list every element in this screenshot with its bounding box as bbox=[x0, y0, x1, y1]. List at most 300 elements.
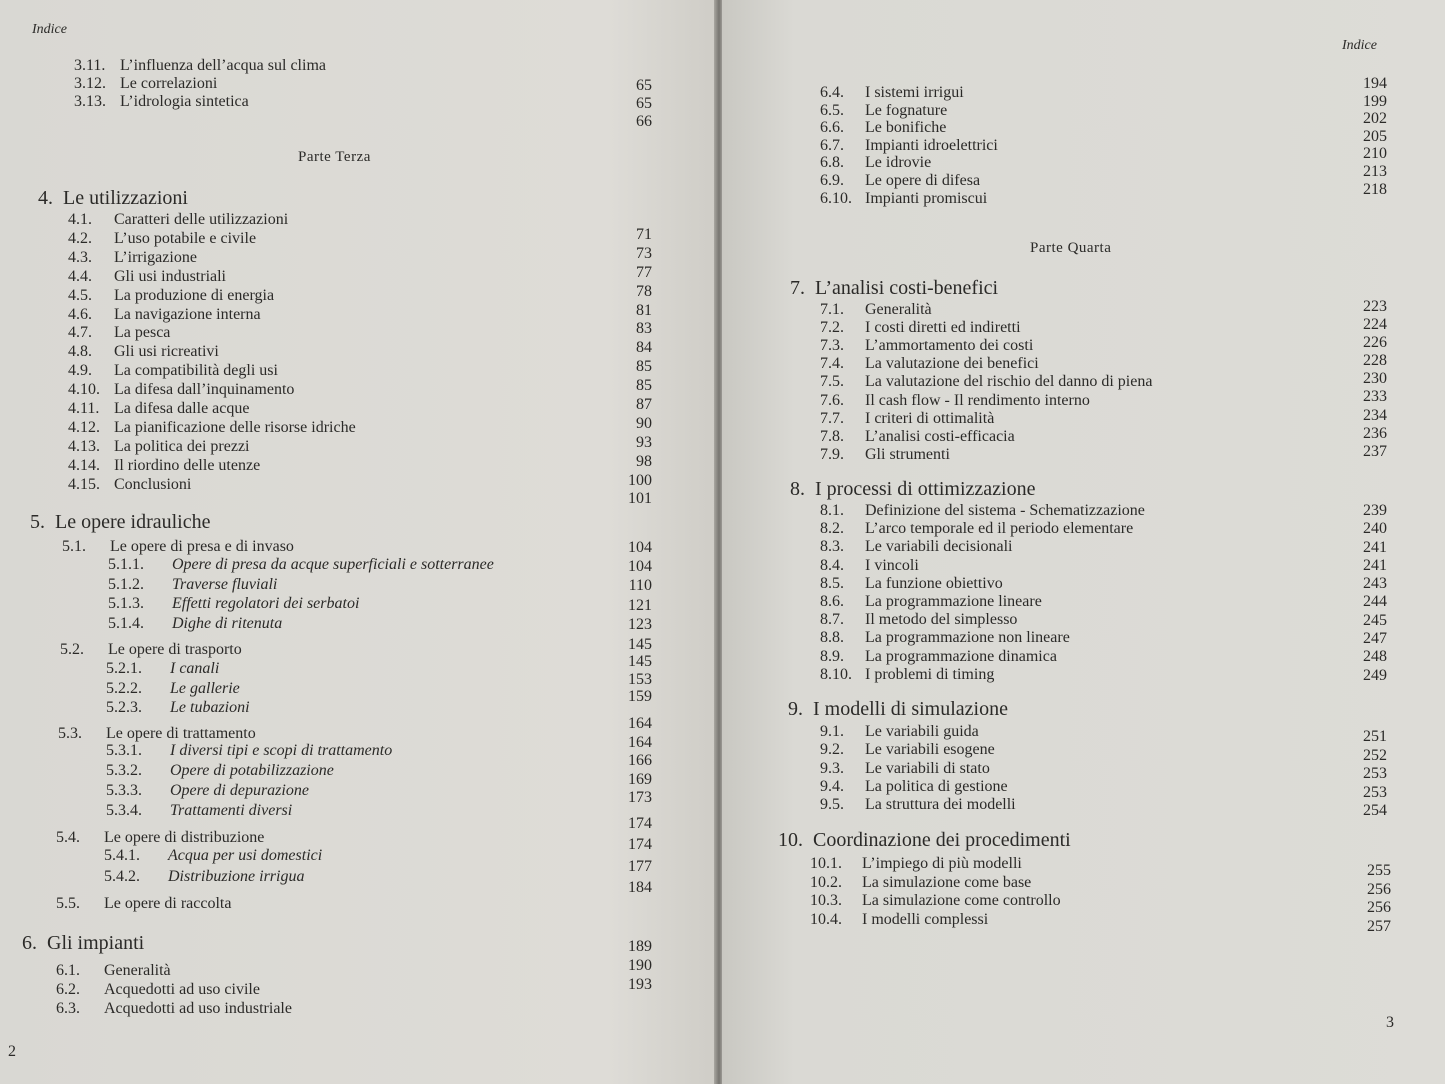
chapter-5-heading bbox=[30, 511, 210, 533]
entry-number: 10.2. bbox=[810, 873, 842, 891]
entry-number: 5.1.4. bbox=[108, 614, 144, 632]
page-number-column bbox=[1363, 75, 1387, 198]
entry-label: Il metodo del simplesso bbox=[865, 611, 1018, 629]
entry-label: Le bonifiche bbox=[865, 119, 947, 137]
toc-entry bbox=[820, 778, 1008, 796]
toc-entry bbox=[810, 911, 988, 929]
page-ref: 145 bbox=[628, 653, 652, 671]
entry-label: Le idrovie bbox=[865, 154, 932, 172]
toc-entry bbox=[56, 962, 171, 980]
page-ref: 166 bbox=[628, 752, 652, 770]
toc-entry bbox=[68, 381, 294, 399]
entry-number: 4.1. bbox=[68, 211, 92, 228]
entry-number: 4.13. bbox=[68, 437, 100, 455]
entry-label: Generalità bbox=[865, 301, 932, 318]
entry-label: Le tubazioni bbox=[170, 699, 250, 716]
toc-entry bbox=[68, 476, 191, 494]
entry-label: Definizione del sistema - Schematizzazione bbox=[865, 502, 1145, 519]
chapter-number: 10. bbox=[778, 829, 803, 851]
entry-label: La simulazione come controllo bbox=[862, 892, 1061, 909]
entry-label: Il riordino delle utenze bbox=[114, 456, 261, 474]
toc-entry bbox=[68, 438, 249, 456]
entry-number: 4.9. bbox=[68, 362, 92, 380]
entry-label: Traverse fluviali bbox=[172, 575, 278, 593]
entry-label: L’uso potabile e civile bbox=[114, 229, 257, 247]
entry-number: 8.7. bbox=[820, 611, 844, 629]
toc-entry bbox=[820, 611, 1017, 629]
toc-entry bbox=[60, 641, 242, 659]
page-ref: 164 bbox=[628, 715, 652, 732]
page-ref: 233 bbox=[1363, 388, 1387, 406]
page-ref: 101 bbox=[628, 490, 652, 508]
page-ref: 199 bbox=[1363, 92, 1387, 110]
page-ref: 159 bbox=[628, 688, 652, 706]
toc-entry bbox=[820, 593, 1042, 611]
entry-label: Le opere di trasporto bbox=[108, 641, 242, 658]
part-heading: Parte Quarta bbox=[1030, 240, 1112, 256]
page-ref: 153 bbox=[628, 670, 652, 688]
page-ref: 234 bbox=[1363, 406, 1387, 424]
page-ref: 87 bbox=[636, 396, 652, 414]
entry-number: 6.1. bbox=[56, 962, 80, 979]
entry-number: 7.5. bbox=[820, 373, 844, 391]
page-ref: 77 bbox=[636, 263, 652, 281]
toc-entry bbox=[820, 337, 1033, 355]
chapter-10-heading bbox=[778, 829, 1071, 851]
page-number-column bbox=[1367, 862, 1391, 936]
toc-entry bbox=[62, 538, 294, 556]
entry-number: 4.2. bbox=[68, 229, 92, 247]
toc-entry bbox=[104, 847, 322, 865]
entry-number: 8.9. bbox=[820, 647, 844, 665]
page-ref: 169 bbox=[628, 770, 652, 788]
toc-entry bbox=[820, 190, 987, 208]
page-ref: 247 bbox=[1363, 630, 1387, 648]
entry-label: La programmazione dinamica bbox=[865, 647, 1057, 665]
toc-entry bbox=[68, 343, 219, 361]
toc-entry bbox=[820, 102, 947, 120]
entry-number: 4.14. bbox=[68, 456, 100, 474]
entry-label: La compatibilità degli usi bbox=[114, 362, 278, 380]
entry-label: Le variabili esogene bbox=[865, 741, 995, 759]
entry-number: 8.5. bbox=[820, 574, 844, 592]
page-ref: 100 bbox=[628, 471, 652, 489]
chapter-title: Le utilizzazioni bbox=[63, 187, 188, 209]
toc-entry bbox=[68, 324, 170, 342]
page-ref: 223 bbox=[1363, 298, 1387, 315]
entry-label: Dighe di ritenuta bbox=[172, 614, 283, 632]
page-ref: 239 bbox=[1363, 502, 1387, 519]
entry-label: L’impiego di più modelli bbox=[862, 855, 1022, 872]
entry-label: L’influenza dell’acqua sul clima bbox=[120, 57, 326, 74]
toc-entry bbox=[820, 648, 1057, 666]
chapter-number: 5. bbox=[30, 511, 45, 533]
entry-number: 4.6. bbox=[68, 305, 92, 323]
toc-entry bbox=[56, 1000, 292, 1018]
page-ref: 174 bbox=[628, 815, 652, 832]
page-ref: 84 bbox=[636, 339, 652, 357]
entry-number: 6.5. bbox=[820, 101, 844, 119]
entry-label: La funzione obiettivo bbox=[865, 574, 1003, 592]
entry-label: Le variabili decisionali bbox=[865, 538, 1013, 556]
page-ref: 254 bbox=[1363, 802, 1387, 820]
entry-number: 5.4.2. bbox=[104, 867, 140, 885]
chapter-number: 7. bbox=[790, 277, 805, 299]
toc-entry bbox=[106, 802, 292, 820]
entry-number: 5.4.1. bbox=[104, 847, 140, 864]
entry-number: 5.4. bbox=[56, 829, 80, 846]
entry-label: Le correlazioni bbox=[120, 75, 218, 92]
page-ref: 81 bbox=[636, 301, 652, 319]
page-ref: 193 bbox=[628, 976, 652, 993]
page-ref: 244 bbox=[1363, 593, 1387, 611]
entry-number: 4.4. bbox=[68, 267, 92, 285]
page-ref: 173 bbox=[628, 789, 652, 807]
page-ref: 174 bbox=[628, 836, 652, 854]
entry-number: 10.3. bbox=[810, 892, 842, 909]
entry-number: 6.7. bbox=[820, 136, 844, 154]
toc-entry bbox=[68, 400, 249, 418]
toc-entry bbox=[820, 502, 1145, 520]
page-ref: 210 bbox=[1363, 145, 1387, 163]
chapter-title: Le opere idrauliche bbox=[55, 511, 211, 533]
chapter-title: Coordinazione dei procedimenti bbox=[813, 829, 1071, 851]
toc-entry bbox=[820, 666, 994, 684]
toc-entry bbox=[810, 892, 1061, 910]
entry-number: 6.2. bbox=[56, 981, 80, 998]
entry-number: 5.1.1. bbox=[108, 556, 144, 573]
entry-label: Conclusioni bbox=[114, 475, 192, 493]
entry-label: Le fognature bbox=[865, 101, 948, 119]
page-ref: 189 bbox=[628, 938, 652, 955]
entry-label: La difesa dall’inquinamento bbox=[114, 381, 295, 399]
page-number-column bbox=[628, 715, 652, 808]
entry-label: La difesa dalle acque bbox=[114, 400, 250, 417]
page-ref: 164 bbox=[628, 733, 652, 751]
page-ref: 110 bbox=[628, 577, 652, 595]
entry-label: La struttura dei modelli bbox=[865, 796, 1016, 814]
entry-number: 8.3. bbox=[820, 538, 844, 556]
entry-number: 8.1. bbox=[820, 502, 844, 519]
toc-entry bbox=[820, 446, 950, 464]
entry-label: Effetti regolatori dei serbatoi bbox=[172, 595, 360, 612]
page-ref: 202 bbox=[1363, 110, 1387, 128]
page-ref: 71 bbox=[636, 226, 652, 243]
page-ref: 65 bbox=[636, 77, 652, 94]
toc-entry bbox=[820, 154, 931, 172]
chapter-number: 4. bbox=[38, 187, 53, 209]
page-ref: 98 bbox=[636, 452, 652, 470]
toc-entry bbox=[106, 680, 240, 698]
entry-label: Opere di depurazione bbox=[170, 782, 309, 799]
page-ref: 256 bbox=[1367, 880, 1391, 898]
entry-number: 5.2.3. bbox=[106, 699, 142, 716]
page-number-column bbox=[628, 938, 652, 995]
entry-label: Le variabili di stato bbox=[865, 759, 990, 777]
entry-number: 4.11. bbox=[68, 400, 100, 417]
running-header: Indice bbox=[32, 22, 67, 37]
entry-label: I sistemi irrigui bbox=[865, 84, 964, 101]
toc-entry bbox=[74, 57, 326, 75]
page-ref: 177 bbox=[628, 857, 652, 875]
chapter-title: I processi di ottimizzazione bbox=[815, 478, 1036, 500]
entry-number: 6.10. bbox=[820, 189, 852, 207]
toc-entry bbox=[820, 410, 994, 428]
toc-entry bbox=[820, 373, 1152, 391]
page-number: 2 bbox=[8, 1043, 16, 1060]
entry-number: 4.3. bbox=[68, 248, 92, 266]
page-ref: 251 bbox=[1363, 728, 1387, 745]
entry-number: 8.8. bbox=[820, 629, 844, 647]
entry-label: L’idrologia sintetica bbox=[120, 93, 249, 110]
chapter-6-heading bbox=[22, 932, 144, 954]
page-number-column bbox=[628, 539, 652, 635]
page-ref: 236 bbox=[1363, 424, 1387, 442]
chapter-title: L’analisi costi-benefici bbox=[815, 277, 999, 299]
page-number-column bbox=[1363, 728, 1387, 821]
page-ref: 213 bbox=[1363, 162, 1387, 180]
entry-label: Le opere di presa e di invaso bbox=[110, 538, 294, 555]
toc-entry bbox=[820, 119, 946, 137]
part-heading: Parte Terza bbox=[298, 149, 371, 165]
entry-label: Le opere di distribuzione bbox=[104, 829, 265, 846]
entry-number: 4.15. bbox=[68, 475, 100, 493]
entry-label: Trattamenti diversi bbox=[170, 802, 293, 819]
toc-entry bbox=[106, 762, 334, 780]
toc-entry bbox=[56, 829, 264, 847]
page-ref: 241 bbox=[1363, 538, 1387, 556]
page-ref: 230 bbox=[1363, 370, 1387, 388]
chapter-title: Gli impianti bbox=[47, 932, 145, 954]
page-ref: 256 bbox=[1367, 899, 1391, 917]
entry-number: 6.6. bbox=[820, 119, 844, 137]
toc-entry bbox=[68, 268, 226, 286]
entry-label: Acquedotti ad uso civile bbox=[104, 981, 260, 998]
toc-entry bbox=[820, 723, 979, 741]
toc-entry bbox=[58, 725, 256, 743]
toc-entry bbox=[820, 137, 998, 155]
page-number: 3 bbox=[1386, 1014, 1394, 1031]
entry-number: 7.4. bbox=[820, 355, 844, 373]
toc-entry bbox=[74, 75, 217, 93]
chapter-4-heading bbox=[38, 187, 188, 209]
toc-entry bbox=[820, 355, 1039, 373]
toc-entry bbox=[68, 211, 288, 229]
entry-label: Le gallerie bbox=[170, 679, 240, 697]
entry-label: La programmazione non lineare bbox=[865, 629, 1070, 647]
entry-number: 7.2. bbox=[820, 319, 844, 337]
page-ref: 83 bbox=[636, 320, 652, 338]
page-ref: 248 bbox=[1363, 648, 1387, 666]
entry-number: 7.7. bbox=[820, 409, 844, 427]
entry-number: 9.3. bbox=[820, 759, 844, 777]
entry-number: 8.6. bbox=[820, 593, 844, 610]
chapter-number: 8. bbox=[790, 478, 805, 500]
toc-entry bbox=[108, 556, 494, 574]
toc-entry bbox=[810, 874, 1031, 892]
page-number-column bbox=[1363, 502, 1387, 685]
entry-label: La navigazione interna bbox=[114, 305, 261, 323]
entry-label: La valutazione dei benefici bbox=[865, 355, 1039, 373]
entry-label: Impianti promiscui bbox=[865, 189, 988, 207]
toc-entry bbox=[106, 660, 219, 678]
page-ref: 243 bbox=[1363, 575, 1387, 593]
toc-entry bbox=[108, 615, 282, 633]
entry-label: Generalità bbox=[104, 962, 171, 979]
toc-entry bbox=[108, 595, 359, 613]
entry-number: 7.6. bbox=[820, 391, 844, 409]
entry-label: I canali bbox=[170, 660, 220, 677]
entry-label: Acquedotti ad uso industriale bbox=[104, 1000, 292, 1017]
entry-label: Gli usi industriali bbox=[114, 267, 226, 285]
entry-number: 5.1. bbox=[62, 538, 86, 555]
entry-label: Opere di potabilizzazione bbox=[170, 762, 334, 779]
page-number-column bbox=[636, 77, 652, 131]
entry-number: 9.5. bbox=[820, 796, 844, 814]
entry-label: Le variabili guida bbox=[865, 723, 979, 740]
page-ref: 104 bbox=[628, 558, 652, 576]
page-ref: 85 bbox=[636, 377, 652, 395]
page-ref: 226 bbox=[1363, 334, 1387, 352]
entry-number: 4.7. bbox=[68, 324, 92, 342]
toc-entry bbox=[820, 319, 1021, 337]
page-ref: 66 bbox=[636, 113, 652, 130]
page-ref: 240 bbox=[1363, 520, 1387, 538]
toc-entry bbox=[820, 84, 964, 102]
page-number-column bbox=[628, 636, 652, 706]
toc-entry bbox=[106, 699, 250, 717]
page-ref: 252 bbox=[1363, 746, 1387, 764]
entry-label: La programmazione lineare bbox=[865, 593, 1042, 610]
entry-number: 5.3.3. bbox=[106, 782, 142, 799]
entry-number: 5.3.2. bbox=[106, 762, 142, 779]
page-ref: 190 bbox=[628, 957, 652, 974]
entry-number: 7.8. bbox=[820, 427, 844, 445]
toc-entry bbox=[104, 868, 304, 886]
page-ref: 255 bbox=[1367, 862, 1391, 879]
toc-entry bbox=[820, 575, 1003, 593]
entry-number: 8.4. bbox=[820, 556, 844, 574]
entry-number: 5.3.4. bbox=[106, 802, 142, 819]
toc-entry bbox=[68, 457, 260, 475]
page-number-column bbox=[628, 815, 652, 901]
entry-label: La simulazione come base bbox=[862, 873, 1032, 891]
page-ref: 224 bbox=[1363, 316, 1387, 334]
toc-entry bbox=[820, 760, 990, 778]
right-page bbox=[722, 0, 1445, 1084]
toc-entry bbox=[820, 428, 1015, 446]
entry-number: 7.9. bbox=[820, 445, 844, 463]
page-ref: 241 bbox=[1363, 556, 1387, 574]
entry-number: 7.1. bbox=[820, 301, 844, 318]
entry-label: L’arco temporale ed il periodo elementare bbox=[865, 520, 1134, 538]
entry-label: Le opere di raccolta bbox=[104, 895, 232, 912]
chapter-number: 9. bbox=[788, 698, 803, 720]
page-ref: 184 bbox=[628, 879, 652, 897]
page-ref: 253 bbox=[1363, 783, 1387, 801]
page-ref: 121 bbox=[628, 596, 652, 614]
entry-label: I vincoli bbox=[865, 556, 919, 574]
entry-number: 9.1. bbox=[820, 723, 844, 740]
chapter-number: 6. bbox=[22, 932, 37, 954]
toc-entry bbox=[74, 93, 249, 111]
page-ref: 218 bbox=[1363, 180, 1387, 198]
entry-number: 5.3.1. bbox=[106, 742, 142, 759]
chapter-title: I modelli di simulazione bbox=[813, 698, 1008, 720]
running-header: Indice bbox=[1342, 38, 1377, 53]
toc-entry bbox=[68, 249, 197, 267]
toc-entry bbox=[810, 855, 1022, 873]
entry-label: I problemi di timing bbox=[865, 665, 995, 683]
toc-entry bbox=[820, 520, 1133, 538]
entry-label: Caratteri delle utilizzazioni bbox=[114, 211, 289, 228]
toc-entry bbox=[820, 557, 919, 575]
entry-number: 4.10. bbox=[68, 381, 100, 399]
entry-label: La produzione di energia bbox=[114, 286, 275, 304]
toc-entry bbox=[68, 287, 274, 305]
entry-number: 5.2.2. bbox=[106, 679, 142, 697]
entry-label: La pesca bbox=[114, 324, 171, 342]
page-ref: 104 bbox=[628, 539, 652, 556]
page-ref: 145 bbox=[628, 636, 652, 653]
toc-entry bbox=[68, 306, 261, 324]
toc-entry bbox=[820, 392, 1090, 410]
entry-number: 5.2.1. bbox=[106, 660, 142, 677]
page-ref: 249 bbox=[1363, 666, 1387, 684]
left-page bbox=[0, 0, 716, 1084]
page-ref: 65 bbox=[636, 95, 652, 112]
entry-label: Il cash flow - Il rendimento interno bbox=[865, 391, 1090, 409]
page-ref: 123 bbox=[628, 615, 652, 633]
toc-entry bbox=[820, 741, 995, 759]
entry-label: L’ammortamento dei costi bbox=[865, 337, 1034, 355]
toc-entry bbox=[106, 742, 392, 760]
entry-number: 5.1.3. bbox=[108, 595, 144, 612]
entry-number: 3.13. bbox=[74, 93, 106, 110]
toc-entry bbox=[68, 362, 278, 380]
entry-label: Acqua per usi domestici bbox=[168, 847, 323, 864]
entry-number: 4.5. bbox=[68, 286, 92, 304]
entry-label: I criteri di ottimalità bbox=[865, 409, 995, 427]
page-ref: 228 bbox=[1363, 352, 1387, 370]
entry-number: 10.1. bbox=[810, 855, 842, 872]
entry-label: I costi diretti ed indiretti bbox=[865, 319, 1021, 337]
page-ref: 205 bbox=[1363, 127, 1387, 145]
toc-entry bbox=[820, 538, 1013, 556]
entry-number: 6.4. bbox=[820, 84, 844, 101]
entry-number: 4.12. bbox=[68, 418, 100, 436]
page-number-column bbox=[1363, 298, 1387, 461]
entry-number: 5.3. bbox=[58, 725, 82, 742]
page-ref: 73 bbox=[636, 244, 652, 262]
entry-label: Distribuzione irrigua bbox=[168, 867, 305, 885]
entry-label: Impianti idroelettrici bbox=[865, 136, 998, 154]
entry-label: La politica di gestione bbox=[865, 777, 1008, 795]
chapter-7-heading bbox=[790, 277, 998, 299]
entry-label: Gli strumenti bbox=[865, 445, 950, 463]
chapter-8-heading bbox=[790, 478, 1035, 500]
toc-entry bbox=[56, 895, 231, 913]
entry-label: La politica dei prezzi bbox=[114, 437, 250, 455]
entry-label: L’analisi costi-efficacia bbox=[865, 427, 1015, 445]
toc-entry bbox=[820, 629, 1070, 647]
page-ref: 253 bbox=[1363, 765, 1387, 783]
toc-entry bbox=[106, 782, 309, 800]
page-ref: 90 bbox=[636, 414, 652, 432]
entry-label: Le opere di difesa bbox=[865, 172, 981, 189]
page-ref: 237 bbox=[1363, 442, 1387, 460]
entry-number: 6.8. bbox=[820, 154, 844, 172]
